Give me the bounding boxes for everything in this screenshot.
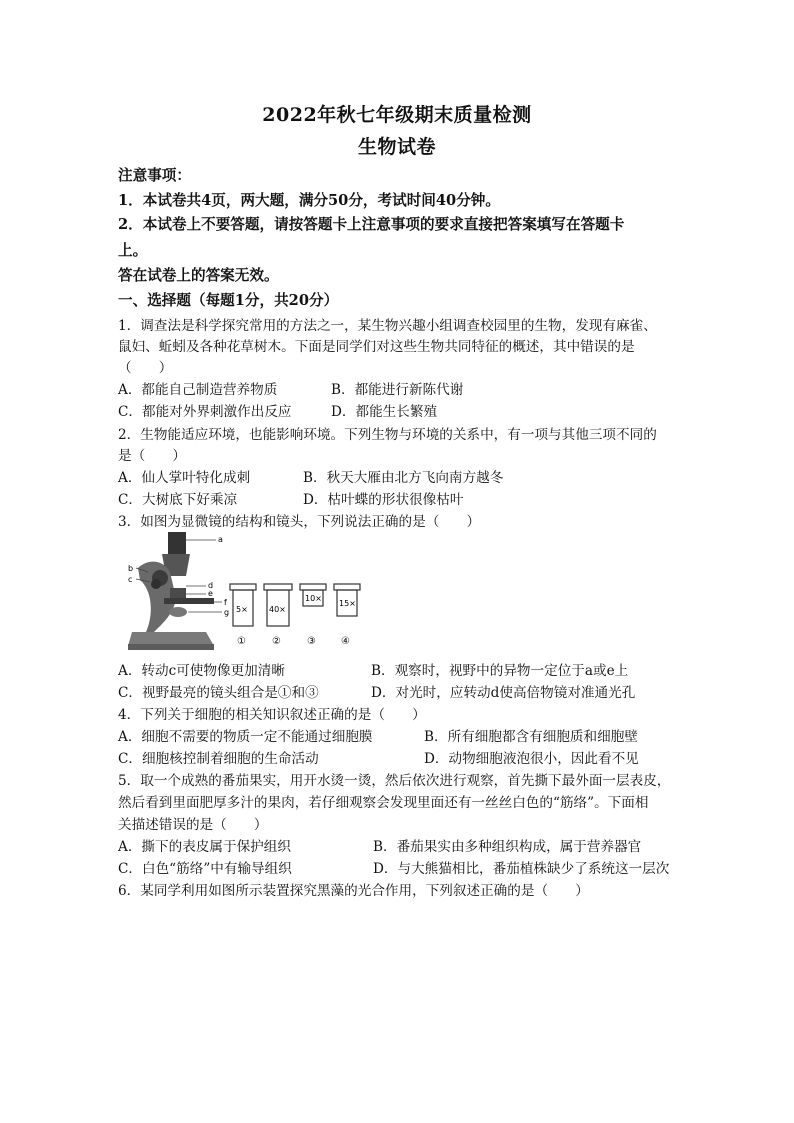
q1-option-a: A．都能自己制造营养物质 — [118, 382, 278, 398]
q4-option-b: B．所有细胞都含有细胞质和细胞壁 — [424, 729, 638, 745]
lens-1-mag: 5× — [236, 605, 248, 614]
q1-blank: （ ） — [118, 360, 173, 376]
q4-option-a: A．细胞不需要的物质一定不能通过细胞膜 — [118, 729, 373, 745]
q3-option-b: B．观察时，视野中的异物一定位于a或e上 — [371, 663, 629, 679]
lens-2-number: ② — [272, 636, 281, 647]
microscope-figure — [118, 528, 368, 656]
page-subtitle: 生物试卷 — [357, 136, 436, 158]
q5-stem-cont: 然后看到里面肥厚多汁的果肉，若仔细观察会发现里面还有一丝丝白色的“筋络”。下面相 — [118, 795, 649, 811]
label-e: e — [208, 589, 213, 598]
q2-option-c: C．大树底下好乘凉 — [118, 492, 238, 508]
q1-option-d: D．都能生长繁殖 — [331, 404, 438, 420]
q2-stem-cont: 是（ ） — [118, 448, 186, 464]
q5-option-c: C．白色“筋络”中有输导组织 — [118, 861, 292, 877]
page-title: 2022年秋七年级期末质量检测 — [262, 104, 532, 126]
label-f: f — [224, 598, 227, 607]
lens-3-number: ③ — [307, 636, 316, 647]
q1-option-b: B．都能进行新陈代谢 — [331, 382, 464, 398]
q4-option-c: C．细胞核控制着细胞的生命活动 — [118, 751, 319, 767]
q2-option-b: B．秋天大雁由北方飞向南方越冬 — [303, 470, 504, 486]
q3-option-a: A．转动c可使物像更加清晰 — [118, 663, 285, 679]
notice-item-2: 2．本试卷上不要答题，请按答题卡上注意事项的要求直接把答案填写在答题卡 — [118, 216, 625, 233]
lens-3-mag: 10× — [305, 594, 322, 603]
section-heading: 一、选择题（每题1分，共20分） — [118, 292, 339, 309]
label-g: g — [224, 608, 230, 617]
q3-option-d: D．对光时，应转动d使高倍物镜对准通光孔 — [371, 685, 636, 701]
q2-option-d: D．枯叶蝶的形状很像枯叶 — [303, 492, 464, 508]
q6-stem: 6．某同学利用如图所示装置探究黑藻的光合作用，下列叙述正确的是（ ） — [118, 883, 589, 899]
q2-stem: 2．生物能适应环境，也能影响环境。下列生物与环境的关系中，有一项与其他三项不同的 — [118, 427, 657, 443]
label-a: a — [218, 535, 223, 544]
q1-option-c: C．都能对外界刺激作出反应 — [118, 404, 292, 420]
q1-stem: 1．调查法是科学探究常用的方法之一，某生物兴趣小组调查校园里的生物，发现有麻雀、 — [118, 318, 657, 334]
label-b: b — [128, 564, 134, 573]
q4-stem: 4．下列关于细胞的相关知识叙述正确的是（ ） — [118, 707, 426, 723]
lens-4-number: ④ — [341, 636, 350, 647]
q2-option-a: A．仙人掌叶特化成刺 — [118, 470, 251, 486]
q5-option-a: A．撕下的表皮属于保护组织 — [118, 839, 291, 855]
notice-heading: 注意事项： — [118, 167, 191, 184]
q5-stem-end: 关描述错误的是（ ） — [118, 817, 268, 833]
lens-1-number: ① — [237, 636, 246, 647]
notice-item-1: 1．本试卷共4页，两大题，满分50分，考试时间40分钟。 — [118, 192, 500, 209]
q5-option-d: D．与大熊猫相比，番茄植株缺少了系统这一层次 — [373, 861, 670, 877]
q3-option-c: C．视野最亮的镜头组合是①和③ — [118, 685, 319, 701]
q5-option-b: B．番茄果实由多种组织构成，属于营养器官 — [373, 839, 642, 855]
lens-2-mag: 40× — [269, 605, 286, 614]
q1-stem-cont: 鼠妇、蚯蚓及各种花草树木。下面是同学们对这些生物共同特征的概述，其中错误的是 — [118, 339, 635, 355]
label-c: c — [128, 575, 133, 584]
q5-stem: 5．取一个成熟的番茄果实，用开水烫一烫，然后依次进行观察，首先撕下最外面一层表皮， — [118, 773, 671, 789]
notice-item-2-cont: 上。 — [118, 242, 148, 259]
label-d: d — [208, 581, 214, 590]
notice-item-2-end: 答在试卷上的答案无效。 — [118, 267, 279, 284]
q4-option-d: D．动物细胞液泡很小，因此看不见 — [424, 751, 639, 767]
lens-4-mag: 15× — [339, 599, 356, 608]
q3-stem: 3．如图为显微镜的结构和镜头，下列说法正确的是（ ） — [118, 514, 481, 530]
